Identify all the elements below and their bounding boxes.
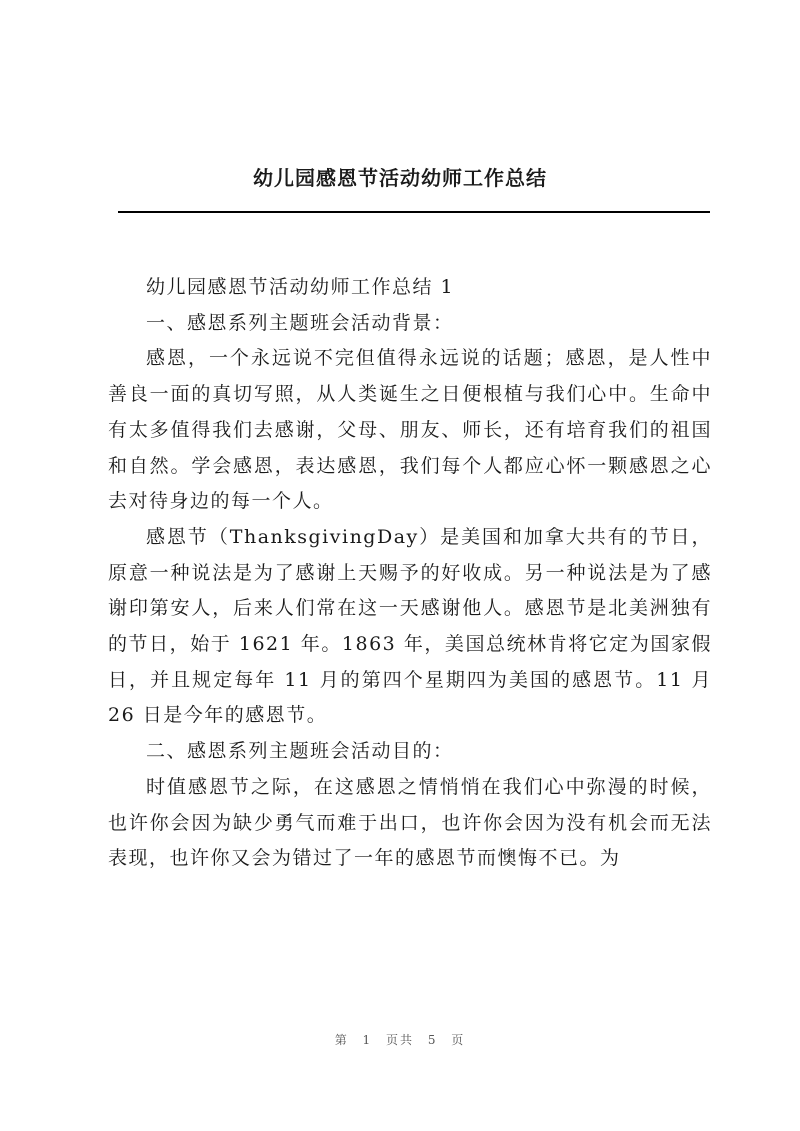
document-title: 幼儿园感恩节活动幼师工作总结 [253, 166, 547, 190]
section-heading: 幼儿园感恩节活动幼师工作总结 1 [146, 276, 455, 298]
document-body [108, 270, 712, 877]
body-paragraph: 感恩，一个永远说不完但值得永远说的话题；感恩，是人性中善良一面的真切写照，从人类诞生之日便根植与我们心中。生命中有太多值得我们去感谢，父母、朋友、师长，还有培育我们的祖国和自然。学会感恩，表达感恩，我们每个人都应心怀一颗感恩之心去对待身边的每一个人。 [108, 347, 712, 513]
subsection-heading: 一、感恩系列主题班会活动背景： [146, 311, 454, 334]
page-number-footer: 第 1 页共 5 页 [334, 1033, 466, 1047]
body-paragraph: 感恩节（ThanksgivingDay）是美国和加拿大共有的节日，原意一种说法是为了感谢上天赐予的好收成。另一种说法是为了感谢印第安人，后来人们常在这一天感谢他人。感恩节是北美洲独有的节日，始于 1621 年。1863 年，美国总统林肯将它定为国家假日，并且规定每年 11 月的第四个星期四为美国的感恩节。11 月 26 日是今年的感恩节。 [108, 525, 712, 727]
body-paragraph: 时值感恩节之际，在这感恩之情悄悄在我们心中弥漫的时候，也许你会因为缺少勇气而难于出口，也许你会因为没有机会而无法表现，也许你又会为错过了一年的感恩节而懊悔不已。为 [108, 775, 712, 870]
title-divider [118, 211, 710, 213]
subsection-heading: 二、感恩系列主题班会活动目的： [146, 740, 454, 763]
